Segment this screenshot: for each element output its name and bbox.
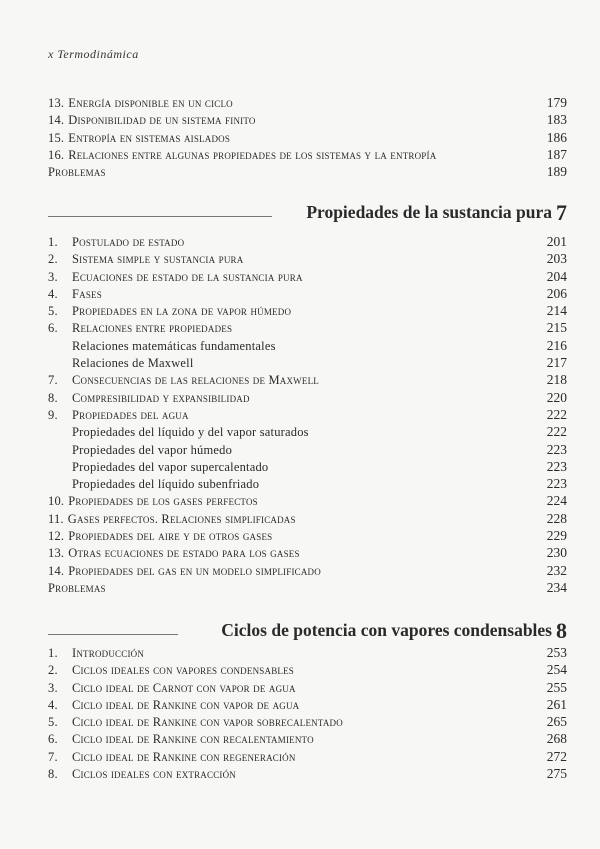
entry-title: Relaciones matemáticas fundamentales <box>72 338 276 353</box>
toc-subentry <box>48 475 567 492</box>
entry-label <box>48 424 527 441</box>
entry-label <box>48 563 527 580</box>
toc-entry <box>48 146 567 163</box>
entry-title: Gases perfectos. Relaciones simplificadas <box>67 511 296 526</box>
entry-page: 204 <box>546 268 567 284</box>
entry-label <box>48 580 527 597</box>
chapter-title: Propiedades de la sustancia pura <box>306 202 552 222</box>
entry-number: 1. <box>48 235 58 249</box>
entry-title: Relaciones entre algunas propiedades de los sistemas y la entropía <box>68 147 437 162</box>
toc-section-chapter-8 <box>48 644 567 782</box>
toc-section-chapter-7 <box>48 233 567 596</box>
entry-title: Relaciones de Maxwell <box>72 356 194 371</box>
entry-page: 223 <box>546 458 567 474</box>
entry-page: 275 <box>546 766 567 782</box>
entry-label <box>48 697 527 714</box>
entry-page: 265 <box>546 714 567 730</box>
entry-label <box>48 355 527 372</box>
entry-title: Consecuencias de las relaciones de Maxwell <box>72 373 319 388</box>
entry-title: Postulado de estado <box>72 235 185 249</box>
entry-number: 2. <box>48 663 58 678</box>
entry-number: 5. <box>48 304 58 319</box>
entry-number: 11. <box>48 511 64 526</box>
entry-page: 179 <box>546 95 567 110</box>
entry-label <box>48 714 527 731</box>
toc-entry <box>48 679 567 696</box>
toc-entry <box>48 389 567 406</box>
entry-page: 232 <box>546 562 567 578</box>
entry-label <box>48 130 527 147</box>
entry-page: 206 <box>546 285 567 301</box>
entry-title: Propiedades en la zona de vapor húmedo <box>72 304 292 319</box>
toc-entry <box>48 492 567 509</box>
entry-number: 10. <box>48 494 65 509</box>
toc-entry <box>48 661 567 678</box>
entry-label <box>48 112 527 129</box>
entry-page: 230 <box>546 545 567 561</box>
entry-title: Ciclo ideal de Rankine con regeneración <box>72 749 296 764</box>
entry-label <box>48 766 527 783</box>
entry-label <box>48 390 527 407</box>
toc-entry <box>48 111 567 128</box>
entry-title: Propiedades del vapor supercalentado <box>72 459 269 474</box>
entry-title: Energía disponible en un ciclo <box>68 96 233 110</box>
entry-page: 215 <box>546 320 567 336</box>
entry-page: 228 <box>546 510 567 526</box>
entry-label <box>48 234 527 251</box>
entry-number: 3. <box>48 680 58 695</box>
entry-label <box>48 528 527 545</box>
entry-label <box>48 680 527 697</box>
entry-title: Relaciones entre propiedades <box>72 321 233 336</box>
entry-title: Fases <box>72 286 102 301</box>
entry-page: 220 <box>546 389 567 405</box>
entry-number: 9. <box>48 407 58 422</box>
entry-number: 14. <box>48 113 65 128</box>
entry-page: 214 <box>546 303 567 319</box>
entry-title: Otras ecuaciones de estado para los gases <box>68 546 300 561</box>
entry-page: 253 <box>546 645 567 660</box>
toc-entry <box>48 302 567 319</box>
toc-entry <box>48 730 567 747</box>
entry-page: 183 <box>546 112 567 128</box>
entry-title: Ciclo ideal de Carnot con vapor de agua <box>72 680 296 695</box>
entry-page: 217 <box>546 355 567 371</box>
entry-page: 268 <box>546 731 567 747</box>
entry-page: 234 <box>546 579 567 595</box>
entry-title: Ciclos ideales con extracción <box>72 767 237 782</box>
toc-entry <box>48 129 567 146</box>
entry-page: 229 <box>546 528 567 544</box>
entry-title: Propiedades del líquido subenfriado <box>72 477 260 492</box>
entry-number: 4. <box>48 286 58 301</box>
entry-label <box>48 645 527 662</box>
chapter-title: Ciclos de potencia con vapores condensables <box>221 620 552 640</box>
entry-page: 272 <box>546 748 567 764</box>
entry-page: 223 <box>546 476 567 492</box>
entry-page: 261 <box>546 696 567 712</box>
entry-page: 223 <box>546 441 567 457</box>
toc-subentry <box>48 423 567 440</box>
entry-title: Ciclo ideal de Rankine con recalentamiento <box>72 732 314 747</box>
entry-number: 15. <box>48 130 65 145</box>
entry-label <box>48 320 527 337</box>
entry-title: Disponibilidad de un sistema finito <box>68 113 256 128</box>
entry-title: Propiedades del líquido y del vapor saturados <box>72 425 309 440</box>
toc-subentry <box>48 337 567 354</box>
entry-label <box>48 303 527 320</box>
entry-title: Problemas <box>48 165 106 180</box>
entry-number: 7. <box>48 749 58 764</box>
entry-label <box>48 662 527 679</box>
toc-entry <box>48 319 567 336</box>
entry-label <box>48 286 527 303</box>
toc-subentry <box>48 441 567 458</box>
entry-page: 187 <box>546 146 567 162</box>
entry-number: 4. <box>48 697 58 712</box>
entry-label <box>48 251 527 268</box>
entry-label <box>48 731 527 748</box>
entry-label <box>48 147 527 164</box>
entry-title: Propiedades del vapor húmedo <box>72 442 233 457</box>
toc-entry <box>48 94 567 111</box>
running-head: x Termodinámica <box>48 47 139 61</box>
entry-label <box>48 338 527 355</box>
toc-entry <box>48 544 567 561</box>
entry-page: 186 <box>546 129 567 145</box>
toc-subentry <box>48 354 567 371</box>
entry-page: 203 <box>546 251 567 267</box>
entry-label <box>48 269 527 286</box>
toc-subentry <box>48 458 567 475</box>
toc-entry <box>48 406 567 423</box>
entry-page: 201 <box>546 234 567 249</box>
toc-section-previous <box>48 94 567 180</box>
entry-label <box>48 95 527 112</box>
entry-label <box>48 545 527 562</box>
chapter-number: 7 <box>556 200 567 225</box>
entry-number: 3. <box>48 269 58 284</box>
entry-title: Sistema simple y sustancia pura <box>72 252 244 267</box>
entry-page: 222 <box>546 424 567 440</box>
toc-entry <box>48 250 567 267</box>
entry-label <box>48 442 527 459</box>
entry-number: 8. <box>48 767 58 782</box>
entry-title: Ciclo ideal de Rankine con vapor sobrecalentado <box>72 715 343 730</box>
entry-number: 12. <box>48 529 65 544</box>
entry-label <box>48 476 527 493</box>
chapter-heading-7 <box>48 202 567 223</box>
entry-label <box>48 749 527 766</box>
entry-title: Propiedades del gas en un modelo simplificado <box>68 563 321 578</box>
entry-number: 1. <box>48 646 58 660</box>
entry-label <box>48 372 527 389</box>
entry-page: 255 <box>546 679 567 695</box>
entry-title: Entropía en sistemas aislados <box>68 130 231 145</box>
toc-entry <box>48 268 567 285</box>
entry-number: 6. <box>48 732 58 747</box>
entry-title: Problemas <box>48 580 106 595</box>
toc-entry <box>48 233 567 250</box>
toc-entry <box>48 579 567 596</box>
entry-number: 2. <box>48 252 58 267</box>
entry-title: Propiedades de los gases perfectos <box>68 494 258 509</box>
entry-label <box>48 511 527 528</box>
entry-number: 6. <box>48 321 58 336</box>
entry-number: 7. <box>48 373 58 388</box>
entry-page: 218 <box>546 372 567 388</box>
entry-number: 14. <box>48 563 65 578</box>
entry-title: Ciclo ideal de Rankine con vapor de agua <box>72 697 300 712</box>
toc-entry <box>48 765 567 782</box>
entry-number: 13. <box>48 546 65 561</box>
entry-label <box>48 407 527 424</box>
entry-page: 216 <box>546 337 567 353</box>
entry-title: Propiedades del aire y de otros gases <box>68 529 273 544</box>
entry-page: 254 <box>546 662 567 678</box>
entry-page: 222 <box>546 406 567 422</box>
entry-label <box>48 493 527 510</box>
entry-number: 5. <box>48 715 58 730</box>
entry-title: Introducción <box>72 646 145 660</box>
entry-title: Ecuaciones de estado de la sustancia pura <box>72 269 303 284</box>
toc-entry <box>48 371 567 388</box>
entry-title: Ciclos ideales con vapores condensables <box>72 663 294 678</box>
toc-entry <box>48 748 567 765</box>
heading-rule <box>48 634 178 635</box>
toc-entry <box>48 644 567 661</box>
toc-entry <box>48 285 567 302</box>
entry-page: 224 <box>546 493 567 509</box>
entry-title: Compresibilidad y expansibilidad <box>72 390 250 405</box>
entry-number: 8. <box>48 390 58 405</box>
heading-rule <box>48 216 272 217</box>
entry-label <box>48 164 527 181</box>
chapter-number: 8 <box>556 618 567 643</box>
entry-number: 13. <box>48 96 65 110</box>
toc-entry <box>48 562 567 579</box>
toc-entry <box>48 163 567 180</box>
chapter-heading-8 <box>48 620 567 641</box>
toc-entry <box>48 510 567 527</box>
toc-entry <box>48 527 567 544</box>
entry-number: 16. <box>48 147 65 162</box>
toc-entry <box>48 696 567 713</box>
entry-label <box>48 459 527 476</box>
entry-page: 189 <box>546 164 567 180</box>
toc-entry <box>48 713 567 730</box>
entry-title: Propiedades del agua <box>72 407 189 422</box>
